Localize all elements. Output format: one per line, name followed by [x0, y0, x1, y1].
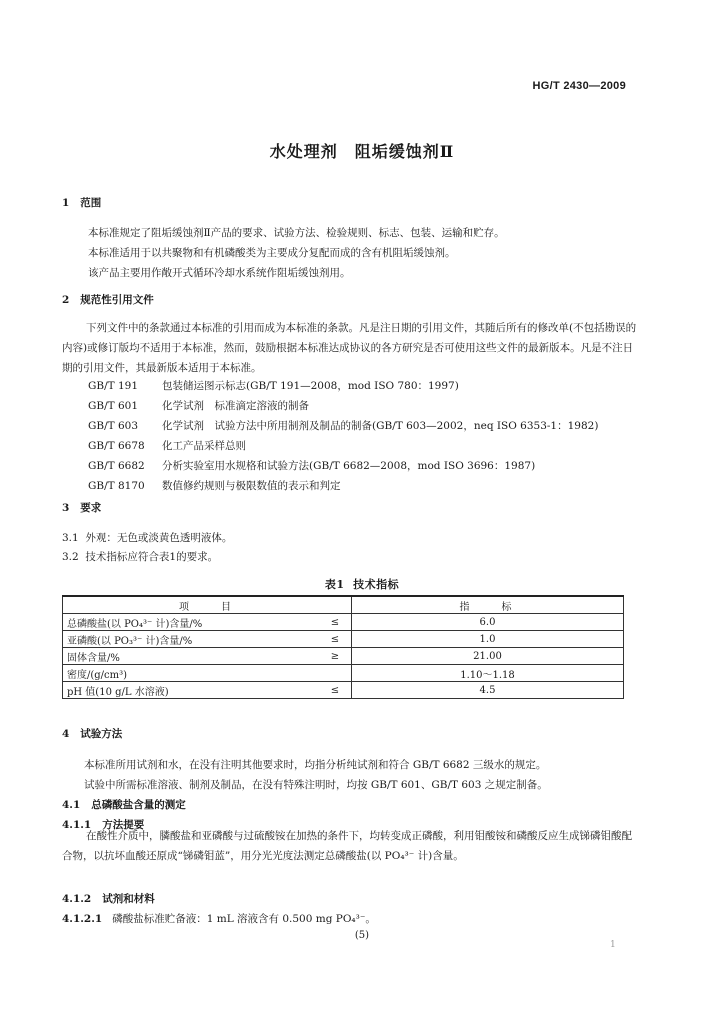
clause-4-1-2-heading: 4.1.2 试剂和材料	[62, 893, 155, 905]
clause-4-1-1-heading: 4.1.1 方法提要	[62, 819, 145, 831]
clause-3-2: 3.2 技术指标应符合表1的要求。	[62, 551, 219, 563]
reference-item: GB/T 6678 化工产品采样总则	[88, 440, 246, 452]
section-2-intro: 下列文件中的条款通过本标准的引用而成为本标准的条款。凡是注日期的引用文件，其随后所有的修改单(不包括勘误的内容)或修订版均不适用于本标准，然而，鼓励根据本标准达成协议的各方研究是否可使用这些文件的最新版本。凡是不注日期的引用文件，其最新版本适用于本标准。	[62, 322, 637, 374]
clause-3-1: 3.1 外观：无色或淡黄色透明液体。	[62, 532, 233, 544]
reference-item: GB/T 6682 分析实验室用水规格和试验方法(GB/T 6682—2008，mod ISO 3696：1987)	[88, 460, 536, 472]
reference-item: GB/T 601 化学试剂 标准滴定溶液的制备	[88, 400, 309, 412]
table-row: 总磷酸盐(以 PO₄³⁻ 计)含量/% ≤ 6.0	[63, 614, 624, 631]
section-3-heading: 3 要求	[62, 502, 102, 514]
clause-4-1-2-1: 4.1.2.1 磷酸盐标准贮备液：1 mL 溶液含有 0.500 mg PO₄³⁻。	[62, 913, 376, 925]
section-1-para-1: 本标准规定了阻垢缓蚀剂Ⅱ产品的要求、试验方法、检验规则、标志、包装、运输和贮存。	[88, 227, 505, 239]
document-title: 水处理剂 阻垢缓蚀剂Ⅱ	[269, 142, 455, 161]
table-row: pH 值(10 g/L 水溶液) ≤ 4.5	[63, 682, 624, 699]
table-row: 固体含量/% ≥ 21.00	[63, 648, 624, 665]
normative-references-list	[88, 376, 598, 496]
table-row: 密度/(g/cm³) 1.10～1.18	[63, 665, 624, 682]
reference-item: GB/T 603 化学试剂 试验方法中所用制剂及制品的制备(GB/T 603—2002，neq ISO 6353-1：1982)	[88, 420, 599, 432]
section-4-para-2: 试验中所需标准溶液、制剂及制品，在没有特殊注明时，均按 GB/T 601、GB/T 603 之规定制备。	[84, 779, 548, 791]
section-4-heading: 4 试验方法	[62, 728, 123, 740]
section-4-para-1: 本标准所用试剂和水，在没有注明其他要求时，均指分析纯试剂和符合 GB/T 6682 三级水的规定。	[84, 759, 547, 771]
page-number: (5)	[354, 930, 370, 941]
reference-item: GB/T 191 包装储运图示标志(GB/T 191—2008，mod ISO 780：1997)	[88, 380, 459, 392]
section-1-para-2: 本标准适用于以共聚物和有机磷酸类为主要成分复配而成的含有机阻垢缓蚀剂。	[88, 247, 456, 259]
clause-4-1-1-text: 在酸性介质中，膦酸盐和亚磷酸与过硫酸铵在加热的条件下，均转变成正磷酸，利用钼酸铵和磷酸反应生成锑磷钼酸配合物，以抗坏血酸还原成“锑磷钼蓝”，用分光光度法测定总磷酸盐(以 PO₄³⁻ 计)含量。	[62, 830, 632, 862]
table-caption: 表1 技术指标	[324, 578, 400, 591]
table-header-row	[63, 596, 624, 614]
clause-4-1-heading: 4.1 总磷酸盐含量的测定	[62, 799, 186, 811]
section-1-heading: 1 范围	[62, 197, 102, 209]
header-index: 指 标	[352, 596, 624, 614]
technical-indicators-table	[62, 595, 624, 699]
corner-mark: 1	[610, 940, 616, 950]
section-2-heading: 2 规范性引用文件	[62, 294, 154, 306]
header-item: 项 目	[63, 596, 352, 614]
table-row: 亚磷酸(以 PO₃³⁻ 计)含量/% ≤ 1.0	[63, 631, 624, 648]
standard-code: HG/T 2430—2009	[532, 80, 626, 92]
reference-item: GB/T 8170 数值修约规则与极限数值的表示和判定	[88, 480, 341, 492]
section-1-para-3: 该产品主要用作敞开式循环冷却水系统作阻垢缓蚀剂用。	[88, 267, 351, 279]
